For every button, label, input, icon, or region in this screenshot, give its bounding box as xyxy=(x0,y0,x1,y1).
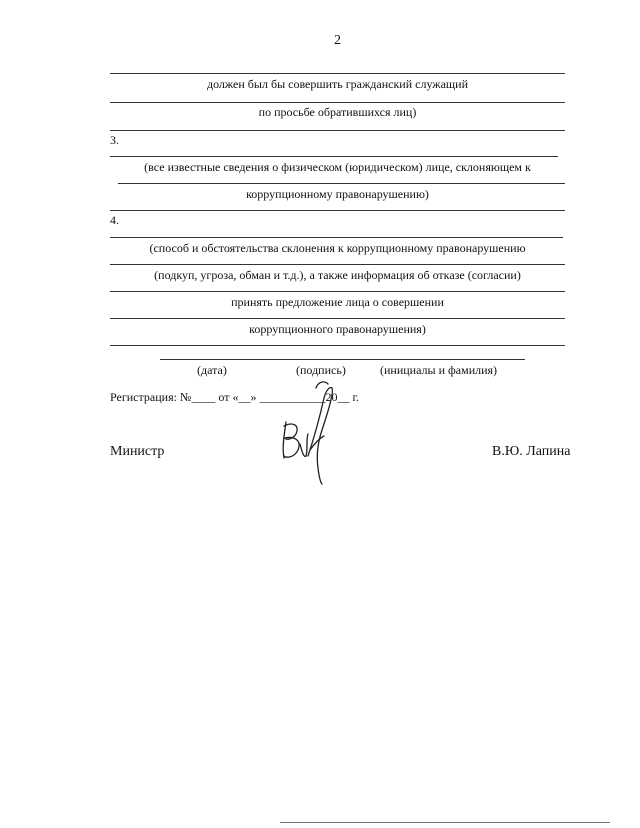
rule-line xyxy=(110,210,565,211)
item-4-number: 4. xyxy=(110,213,119,227)
form-line-7: принять предложение лица о совершении xyxy=(231,295,444,309)
form-line-4: коррупционному правонарушению) xyxy=(246,187,429,201)
registration-line: Регистрация: №____ от «__» ___________20__ г. xyxy=(110,390,360,404)
form-line-8: коррупционного правонарушения) xyxy=(249,322,426,336)
item-3-number: 3. xyxy=(110,133,119,147)
form-line-3: (все известные сведения о физическом (юридическом) лице, склоняющем к xyxy=(144,160,531,174)
rule-line xyxy=(110,156,558,157)
handwritten-signature xyxy=(270,378,340,488)
rule-line xyxy=(110,318,565,319)
rule-line xyxy=(110,73,565,74)
signature-label: (подпись) xyxy=(296,363,346,377)
rule-line xyxy=(110,130,565,131)
rule-line xyxy=(110,264,565,265)
date-label: (дата) xyxy=(197,363,227,377)
form-line-5: (способ и обстоятельства склонения к коррупционному правонарушению xyxy=(149,241,526,255)
page-number: 2 xyxy=(334,33,341,48)
rule-line xyxy=(110,345,565,346)
signatory-position: Министр xyxy=(110,444,165,459)
rule-line xyxy=(110,237,563,238)
rule-line xyxy=(118,183,565,184)
signature-rule xyxy=(160,359,525,360)
signatory-name: В.Ю. Лапина xyxy=(492,444,571,459)
bottom-rule xyxy=(280,822,610,823)
form-line-1: должен был бы совершить гражданский служащий xyxy=(206,77,469,91)
rule-line xyxy=(110,291,565,292)
name-label: (инициалы и фамилия) xyxy=(380,363,498,377)
form-line-2: по просьбе обратившихся лиц) xyxy=(258,105,417,119)
form-line-6: (подкуп, угроза, обман и т.д.), а также информация об отказе (согласии) xyxy=(154,268,521,282)
rule-line xyxy=(110,102,565,103)
